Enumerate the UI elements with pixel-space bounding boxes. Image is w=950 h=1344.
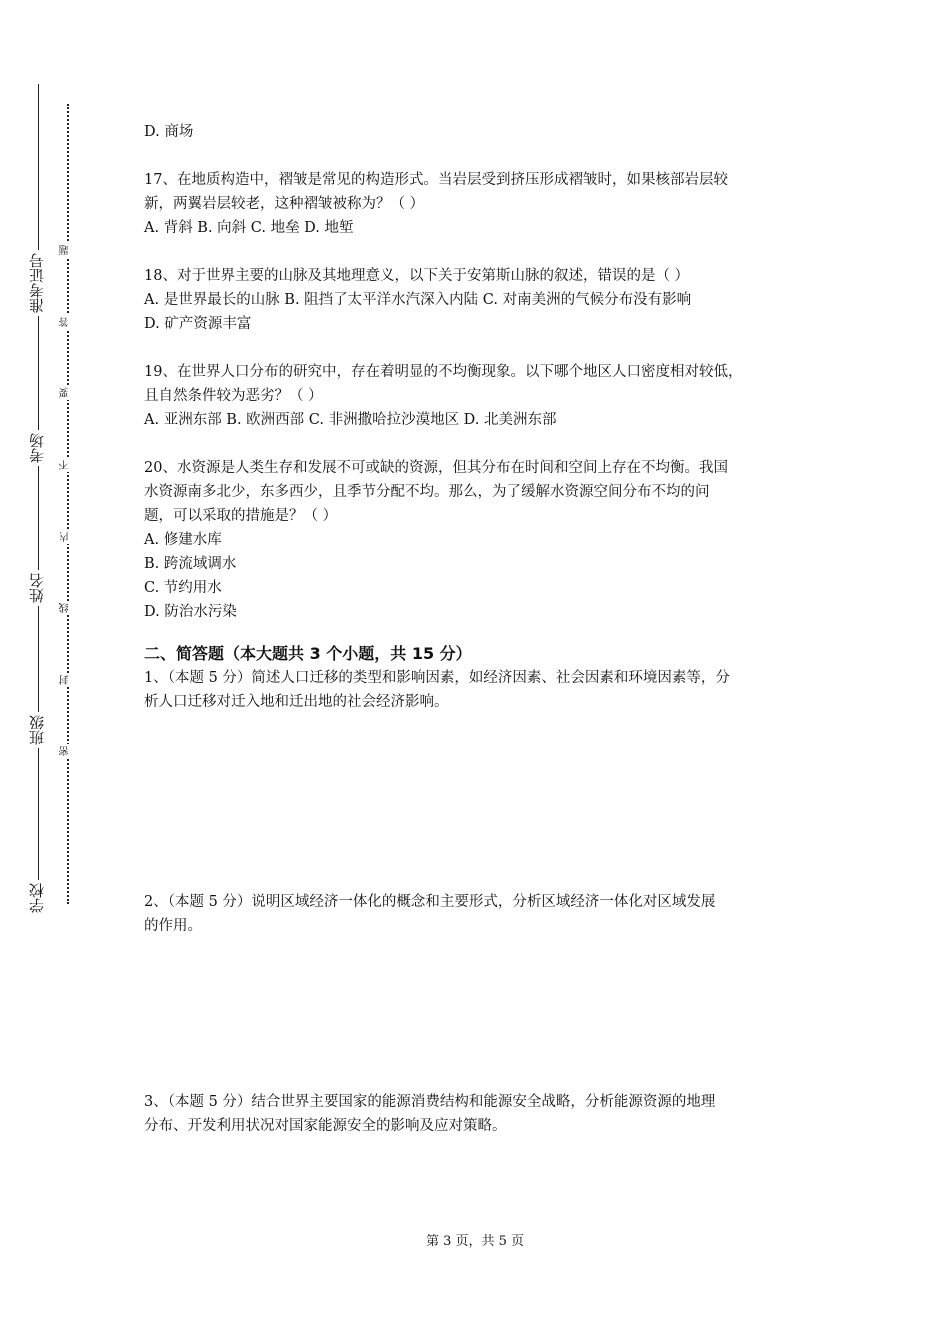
question-line: 水资源南多北少，东多西少，且季节分配不均。那么，为了缓解水资源空间分布不均的问 bbox=[144, 484, 710, 500]
question-line: 且自然条件较为恶劣？（ ） bbox=[144, 388, 323, 404]
question-line: 20、水资源是人类生存和发展不可或缺的资源，但其分布在时间和空间上存在不均衡。我国 bbox=[144, 460, 728, 476]
short-answer-3 bbox=[144, 1090, 824, 1138]
exam-room-label: 考场 bbox=[28, 430, 48, 466]
question-line: 新，两翼岩层较老，这种褶皱被称为？（ ） bbox=[144, 196, 425, 212]
question-17 bbox=[144, 168, 824, 240]
question-line: 题，可以采取的措施是？（ ） bbox=[144, 508, 338, 524]
question-19 bbox=[144, 360, 824, 432]
school-label: 学校 bbox=[28, 880, 48, 916]
option-line: A. 修建水库 bbox=[144, 532, 222, 548]
question-20 bbox=[144, 456, 824, 624]
short-answer-2 bbox=[144, 890, 824, 938]
question-line: 3、（本题 5 分）结合世界主要国家的能源消费结构和能源安全战略，分析能源资源的地理 bbox=[144, 1094, 716, 1110]
class-label: 班级 bbox=[28, 712, 48, 748]
exam-id-label: 准考证号 bbox=[28, 250, 48, 316]
question-line: 19、在世界人口分布的研究中，存在着明显的不均衡现象。以下哪个地区人口密度相对较低， bbox=[144, 364, 743, 380]
seal-char: 密 bbox=[60, 744, 76, 758]
seal-char: 题 bbox=[60, 243, 76, 257]
short-answer-1 bbox=[144, 666, 824, 714]
binding-solid-line bbox=[38, 84, 39, 914]
question-18 bbox=[144, 264, 824, 336]
seal-char: 要 bbox=[60, 386, 76, 400]
option-line: A. 亚洲东部 B. 欧洲西部 C. 非洲撒哈拉沙漠地区 D. 北美洲东部 bbox=[144, 412, 557, 428]
name-label: 姓名 bbox=[28, 570, 48, 606]
question-line: 的作用。 bbox=[144, 918, 202, 934]
seal-dotted-line bbox=[67, 104, 69, 904]
seal-char: 内 bbox=[60, 530, 76, 544]
question-line: 1、（本题 5 分）简述人口迁移的类型和影响因素，如经济因素、社会因素和环境因素等，分 bbox=[144, 670, 730, 686]
question-area bbox=[144, 120, 824, 714]
question-line: 17、在地质构造中，褶皱是常见的构造形式。当岩层受到挤压形成褶皱时，如果核部岩层较 bbox=[144, 172, 728, 188]
question-line: 析人口迁移对迁入地和迁出地的社会经济影响。 bbox=[144, 694, 449, 710]
binding-margin bbox=[0, 0, 110, 1344]
option-line: D. 商场 bbox=[144, 124, 194, 140]
option-line: D. 矿产资源丰富 bbox=[144, 316, 252, 332]
option-line: A. 背斜 B. 向斜 C. 地垒 D. 地堑 bbox=[144, 220, 354, 236]
seal-char: 答 bbox=[60, 315, 76, 329]
seal-char: 不 bbox=[60, 458, 76, 472]
seal-char: 封 bbox=[60, 673, 76, 687]
question-line: 18、对于世界主要的山脉及其地理意义，以下关于安第斯山脉的叙述，错误的是（ ） bbox=[144, 268, 690, 284]
option-line: B. 跨流域调水 bbox=[144, 556, 237, 572]
question-line: 分布、开发利用状况对国家能源安全的影响及应对策略。 bbox=[144, 1118, 507, 1134]
option-line: D. 防治水污染 bbox=[144, 604, 237, 620]
section-title: 二、简答题（本大题共 3 个小题，共 15 分） bbox=[144, 644, 472, 663]
question-16-tail bbox=[144, 120, 824, 144]
option-line: C. 节约用水 bbox=[144, 580, 222, 596]
page-number: 第 3 页，共 5 页 bbox=[425, 1234, 525, 1249]
seal-char: 线 bbox=[60, 601, 76, 615]
question-line: 2、（本题 5 分）说明区域经济一体化的概念和主要形式，分析区域经济一体化对区域发展 bbox=[144, 894, 716, 910]
option-line: A. 是世界最长的山脉 B. 阻挡了太平洋水汽深入内陆 C. 对南美洲的气候分布没有影响 bbox=[144, 292, 692, 308]
